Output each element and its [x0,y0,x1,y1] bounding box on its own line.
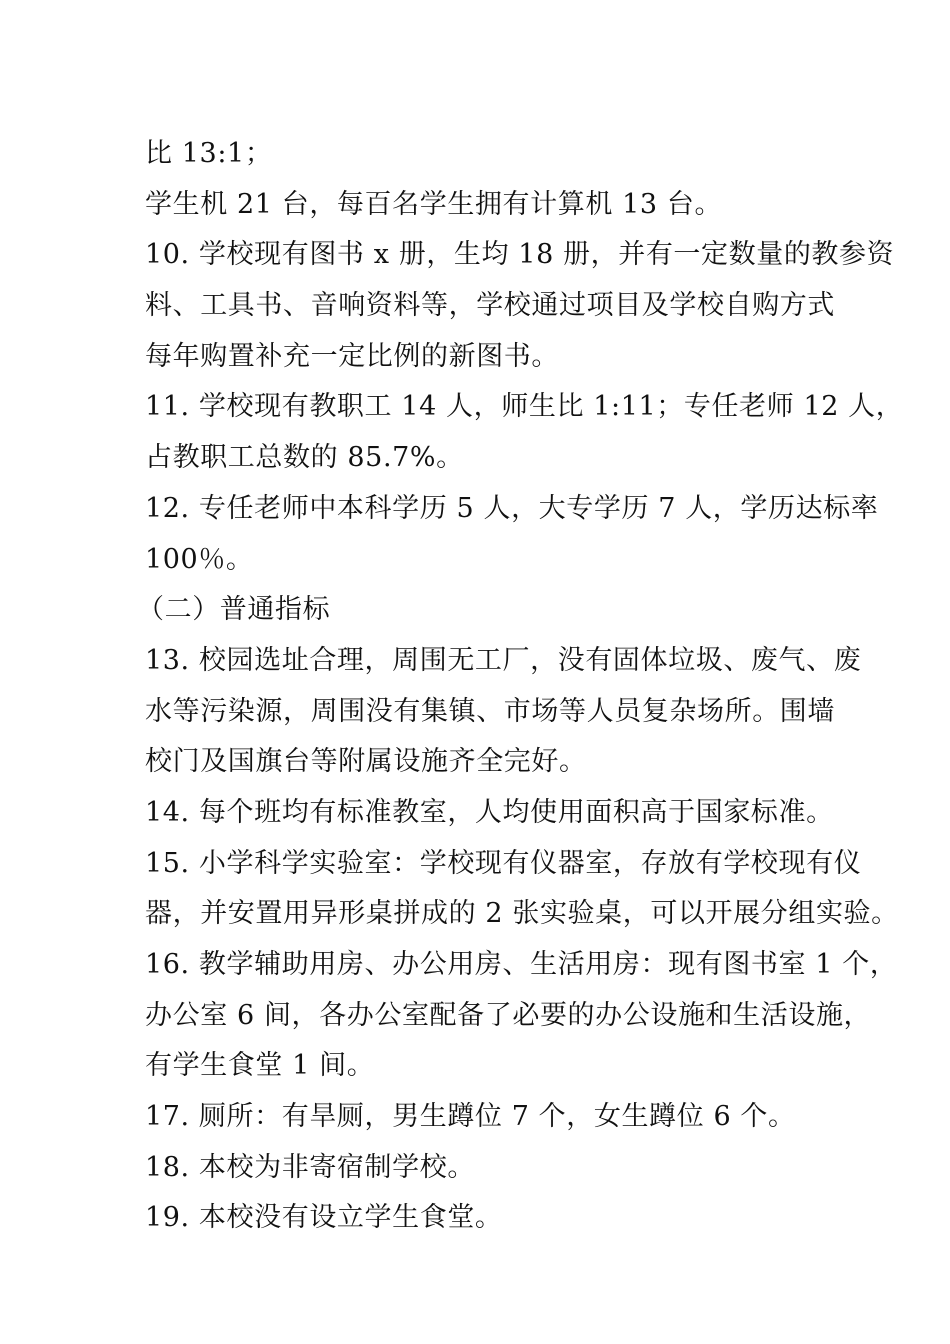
list-item-12: 12. 专任老师中本科学历 5 人，大专学历 7 人，学历达标率 [145,492,879,524]
list-item-18: 18. 本校为非寄宿制学校。 [145,1151,475,1183]
document-body [137,129,904,1244]
list-item-10: 10. 学校现有图书 x 册，生均 18 册，并有一定数量的教参资 [145,239,895,271]
list-item-16: 16. 教学辅助用房、办公用房、生活用房：现有图书室 1 个， [145,949,898,980]
list-item-15: 15. 小学科学实验室：学校现有仪器室，存放有学校现有仪 [145,847,862,879]
text-line: 水等污染源，周围没有集镇、市场等人员复杂场所。围墙 [145,695,835,727]
text-line: 100％。 [145,543,254,575]
text-line: 占教职工总数的 85.7%。 [145,442,464,474]
text-line: 办公室 6 间，各办公室配备了必要的办公设施和生活设施， [145,999,872,1031]
text-line: 学生机 21 台，每百名学生拥有计算机 13 台。 [145,188,723,220]
text-line: 器，并安置用异形桌拼成的 2 张实验桌，可以开展分组实验。 [145,898,899,930]
text-line: 料、工具书、音响资料等，学校通过项目及学校自购方式 [145,290,835,322]
list-item-14: 14. 每个班均有标准教室，人均使用面积高于国家标准。 [145,796,834,828]
list-item-11: 11. 学校现有教职工 14 人，师生比 1:11；专任老师 12 人， [145,391,904,423]
text-line: 校门及国旗台等附属设施齐全完好。 [145,746,587,778]
text-line: 有学生食堂 1 间。 [145,1050,375,1082]
text-line: 比 13:1； [145,138,273,169]
text-line: 每年购置补充一定比例的新图书。 [145,340,559,372]
list-item-19: 19. 本校没有设立学生食堂。 [145,1202,503,1234]
list-item-13: 13. 校园选址合理，周围无工厂，没有固体垃圾、废气、废 [145,644,862,676]
list-item-17: 17. 厕所：有旱厕，男生蹲位 7 个，女生蹲位 6 个。 [145,1101,796,1133]
section-heading: （二）普通指标 [137,594,331,626]
